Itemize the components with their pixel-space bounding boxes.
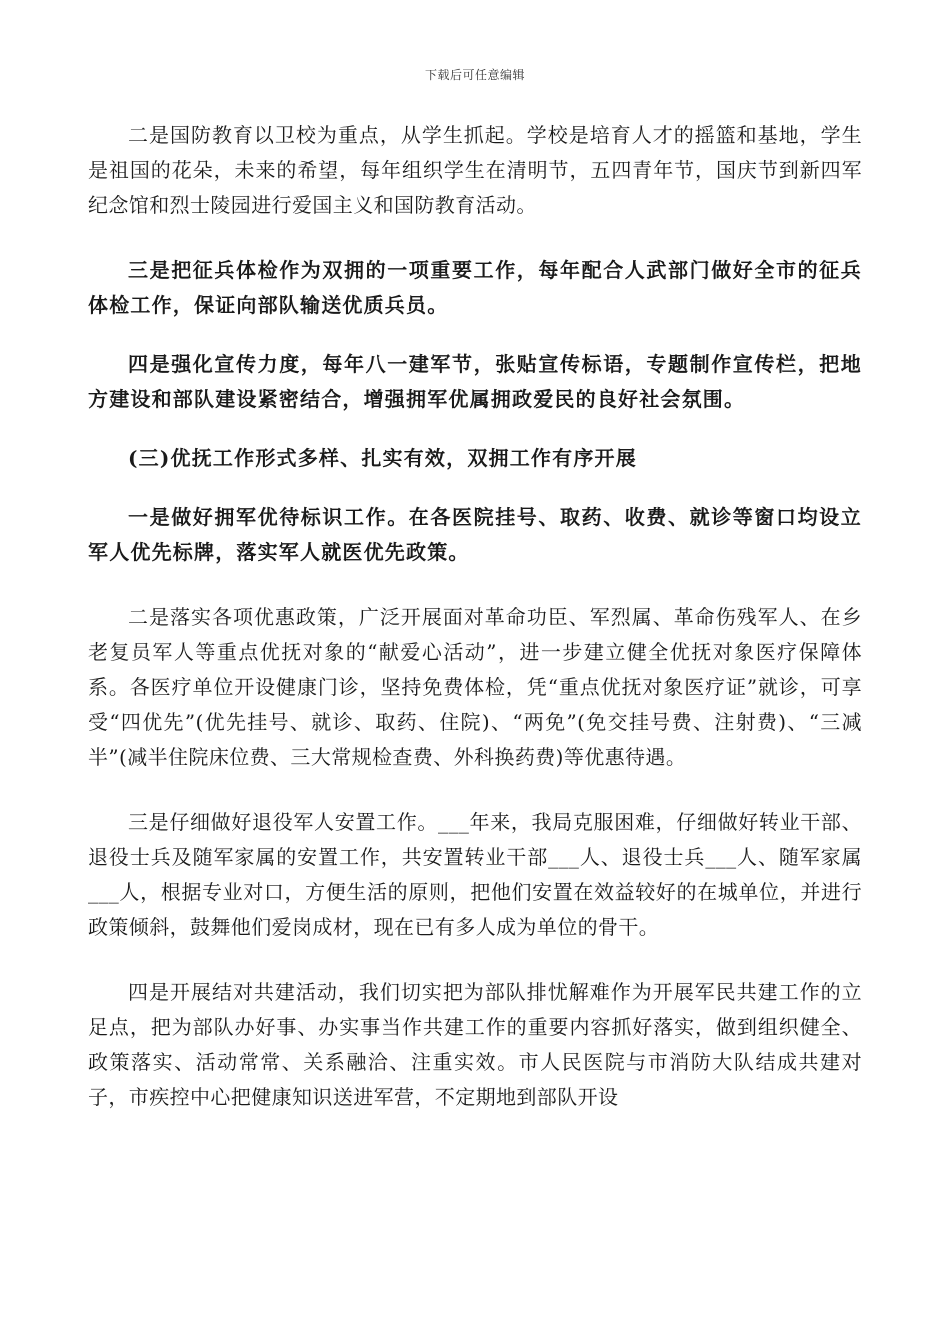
paragraph-publicity: 四是强化宣传力度，每年八一建军节，张贴宣传标语，专题制作宣传栏，把地方建设和部队建设紧密结合，增强拥军优属拥政爱民的良好社会氛围。 (88, 352, 862, 411)
paragraph-preferential-policies: 二是落实各项优惠政策，广泛开展面对革命功臣、军烈属、革命伤残军人、在乡老复员军人等重点优抚对象的“献爱心活动”，进一步建立健全优抚对象医疗保障体系。各医疗单位开设健康门诊，坚持免费体检，凭“重点优抚对象医疗证”就诊，可享受“四优先”(优先挂号、就诊、取药、住院)、“两免”(免交挂号费、注射费)、“三减半”(减半住院床位费、三大常规检查费、外科换药费)等优惠待遇。 (88, 605, 862, 769)
page-header: 下载后可任意编辑 (424, 68, 525, 82)
document-body (88, 118, 862, 1115)
paragraph-defense-education: 二是国防教育以卫校为重点，从学生抓起。学校是培育人才的摇篮和基地，学生是祖国的花朵，未来的希望，每年组织学生在清明节，五四青年节，国庆节到新四军纪念馆和烈士陵园进行爱国主义和国防教育活动。 (88, 123, 862, 217)
paragraph-priority-signs: 一是做好拥军优待标识工作。在各医院挂号、取药、收费、就诊等窗口均设立军人优先标牌，落实军人就医优先政策。 (88, 505, 862, 564)
paragraph-veteran-placement: 三是仔细做好退役军人安置工作。___年来，我局克服困难，仔细做好转业干部、退役士兵及随军家属的安置工作，共安置转业干部___人、退役士兵___人、随军家属___人，根据专业对口，方便生活的原则，把他们安置在效益较好的在城单位，并进行政策倾斜，鼓舞他们爱岗成材，现在已有多人成为单位的骨干。 (88, 810, 862, 939)
section-heading-3: (三)优抚工作形式多样、扎实有效，双拥工作有序开展 (128, 446, 637, 470)
paragraph-joint-construction: 四是开展结对共建活动，我们切实把为部队排忧解难作为开展军民共建工作的立足点，把为部队办好事、办实事当作共建工作的重要内容抓好落实，做到组织健全、政策落实、活动常常、关系融洽、注重实效。市人民医院与市消防大队结成共建对子，市疾控中心把健康知识送进军营，不定期地到部队开设 (88, 980, 862, 1109)
paragraph-conscription-exam: 三是把征兵体检作为双拥的一项重要工作，每年配合人武部门做好全市的征兵体检工作，保证向部队输送优质兵员。 (88, 258, 862, 317)
